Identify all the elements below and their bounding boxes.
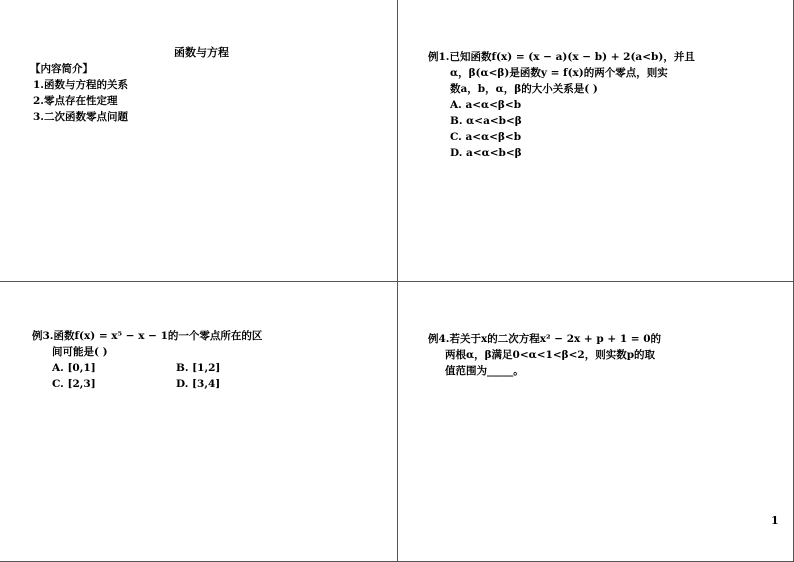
option-c: C. [2,3] <box>52 378 96 390</box>
slide-title: 函数与方程 <box>174 46 229 59</box>
option-b: B. α<a<b<β <box>450 115 522 127</box>
question-line: 间可能是( ) <box>52 346 108 358</box>
content-item: 3.二次函数零点问题 <box>33 111 128 123</box>
section-header: 【内容简介】 <box>30 63 93 75</box>
slide-1 <box>0 0 397 281</box>
question-line: 值范围为_____。 <box>445 365 524 377</box>
question-line: 例3.函数f(x) = x⁵ − x − 1的一个零点所在的区 <box>32 330 263 342</box>
slide-2 <box>398 0 794 281</box>
option-d: D. a<α<b<β <box>450 147 522 159</box>
content-item: 2.零点存在性定理 <box>33 95 118 107</box>
question-line: 例4.若关于x的二次方程x² − 2x + p + 1 = 0的 <box>428 333 662 345</box>
page-number: 1 <box>771 514 779 527</box>
content-item: 1.函数与方程的关系 <box>33 79 128 91</box>
slide-4 <box>398 282 794 562</box>
question-line: 例1.已知函数f(x) = (x − a)(x − b) + 2(a<b)，并且 <box>428 51 695 63</box>
question-line: 两根α，β满足0<α<1<β<2，则实数p的取 <box>445 349 656 361</box>
option-d: D. [3,4] <box>176 378 221 390</box>
option-c: C. a<α<β<b <box>450 131 522 143</box>
option-a: A. a<α<β<b <box>450 99 522 111</box>
option-a: A. [0,1] <box>52 362 96 374</box>
option-b: B. [1,2] <box>176 362 221 374</box>
question-line: α，β(α<β)是函数y = f(x)的两个零点，则实 <box>450 67 668 79</box>
slide-3 <box>0 282 397 562</box>
question-line: 数a，b，α，β的大小关系是( ) <box>450 83 598 95</box>
